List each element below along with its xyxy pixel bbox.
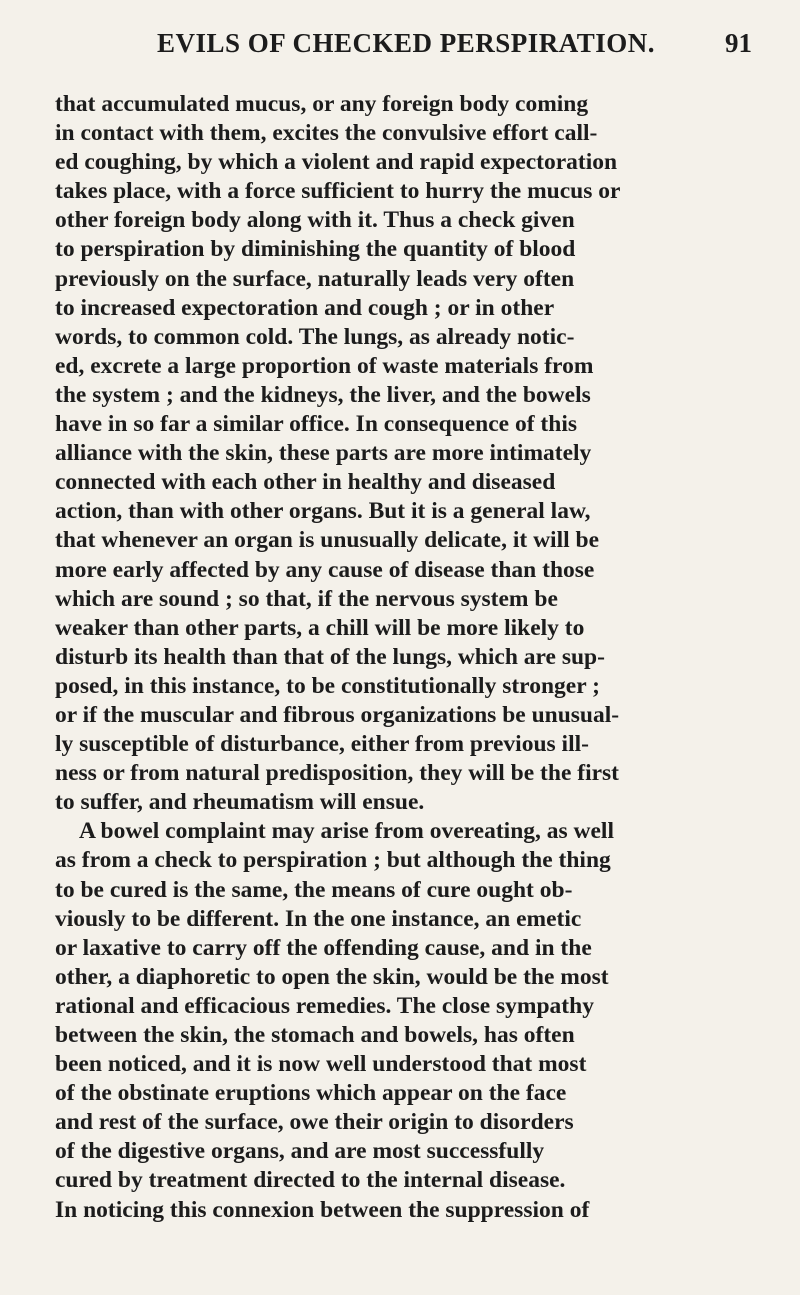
text-line: to increased expectoration and cough ; or in other (55, 294, 555, 321)
text-line: of the digestive organs, and are most successfully (55, 1138, 545, 1165)
page-header (60, 28, 752, 62)
text-line: that accumulated mucus, or any foreign body coming (55, 91, 589, 117)
text-line: ly susceptible of disturbance, either from previous ill- (55, 731, 589, 758)
text-line: cured by treatment directed to the internal disease. (55, 1167, 566, 1194)
text-line: ness or from natural predisposition, they will be the first (55, 760, 620, 787)
text-line: ed, excrete a large proportion of waste materials from (55, 352, 594, 379)
text-line: as from a check to perspiration ; but although the thing (55, 847, 611, 874)
text-line: In noticing this connexion between the suppression of (55, 1196, 590, 1223)
text-line: connected with each other in healthy and diseased (55, 469, 556, 496)
text-line: between the skin, the stomach and bowels, has often (55, 1022, 575, 1048)
page-number: 91 (725, 28, 752, 58)
text-line: or if the muscular and fibrous organizations be unusual- (55, 701, 620, 728)
text-line: ed coughing, by which a violent and rapid expectoration (55, 149, 618, 176)
text-line: more early affected by any cause of disease than those (55, 556, 595, 583)
text-line: alliance with the skin, these parts are more intimately (55, 440, 592, 467)
text-line: of the obstinate eruptions which appear on the face (55, 1080, 567, 1107)
text-line: that whenever an organ is unusually delicate, it will be (55, 527, 600, 554)
text-line: to be cured is the same, the means of cure ought ob- (55, 876, 573, 903)
text-line: and rest of the surface, owe their origin to disorders (55, 1109, 574, 1136)
text-line: posed, in this instance, to be constitutionally stronger ; (55, 672, 600, 699)
text-line: other foreign body along with it. Thus a check given (55, 207, 575, 234)
running-head: EVILS OF CHECKED PERSPIRATION. (156, 28, 656, 58)
text-line: disturb its health than that of the lungs, which are sup- (55, 643, 605, 670)
text-line: other, a diaphoretic to open the skin, would be the most (55, 963, 609, 990)
text-line: weaker than other parts, a chill will be more likely to (55, 614, 585, 641)
text-line: have in so far a similar office. In consequence of this (55, 411, 577, 438)
text-line: to suffer, and rheumatism will ensue. (55, 789, 425, 816)
text-line: or laxative to carry off the offending cause, and in the (55, 934, 592, 961)
text-line: in contact with them, excites the convulsive effort call- (55, 120, 598, 147)
text-line: the system ; and the kidneys, the liver, and the bowels (55, 381, 591, 408)
text-line: words, to common cold. The lungs, as already notic- (55, 323, 575, 350)
text-line: been noticed, and it is now well understood that most (55, 1051, 587, 1078)
paragraph-start-line: A bowel complaint may arise from overeating, as well (79, 818, 614, 845)
body-text (55, 90, 755, 1225)
text-line: takes place, with a force sufficient to hurry the mucus or (55, 178, 621, 205)
text-line: which are sound ; so that, if the nervous system be (55, 585, 558, 612)
text-line: previously on the surface, naturally leads very often (55, 265, 575, 292)
text-line: rational and efficacious remedies. The close sympathy (55, 992, 594, 1019)
text-line: action, than with other organs. But it is a general law, (55, 498, 591, 525)
text-line: viously to be different. In the one instance, an emetic (55, 905, 582, 932)
text-line: to perspiration by diminishing the quantity of blood (55, 236, 576, 263)
